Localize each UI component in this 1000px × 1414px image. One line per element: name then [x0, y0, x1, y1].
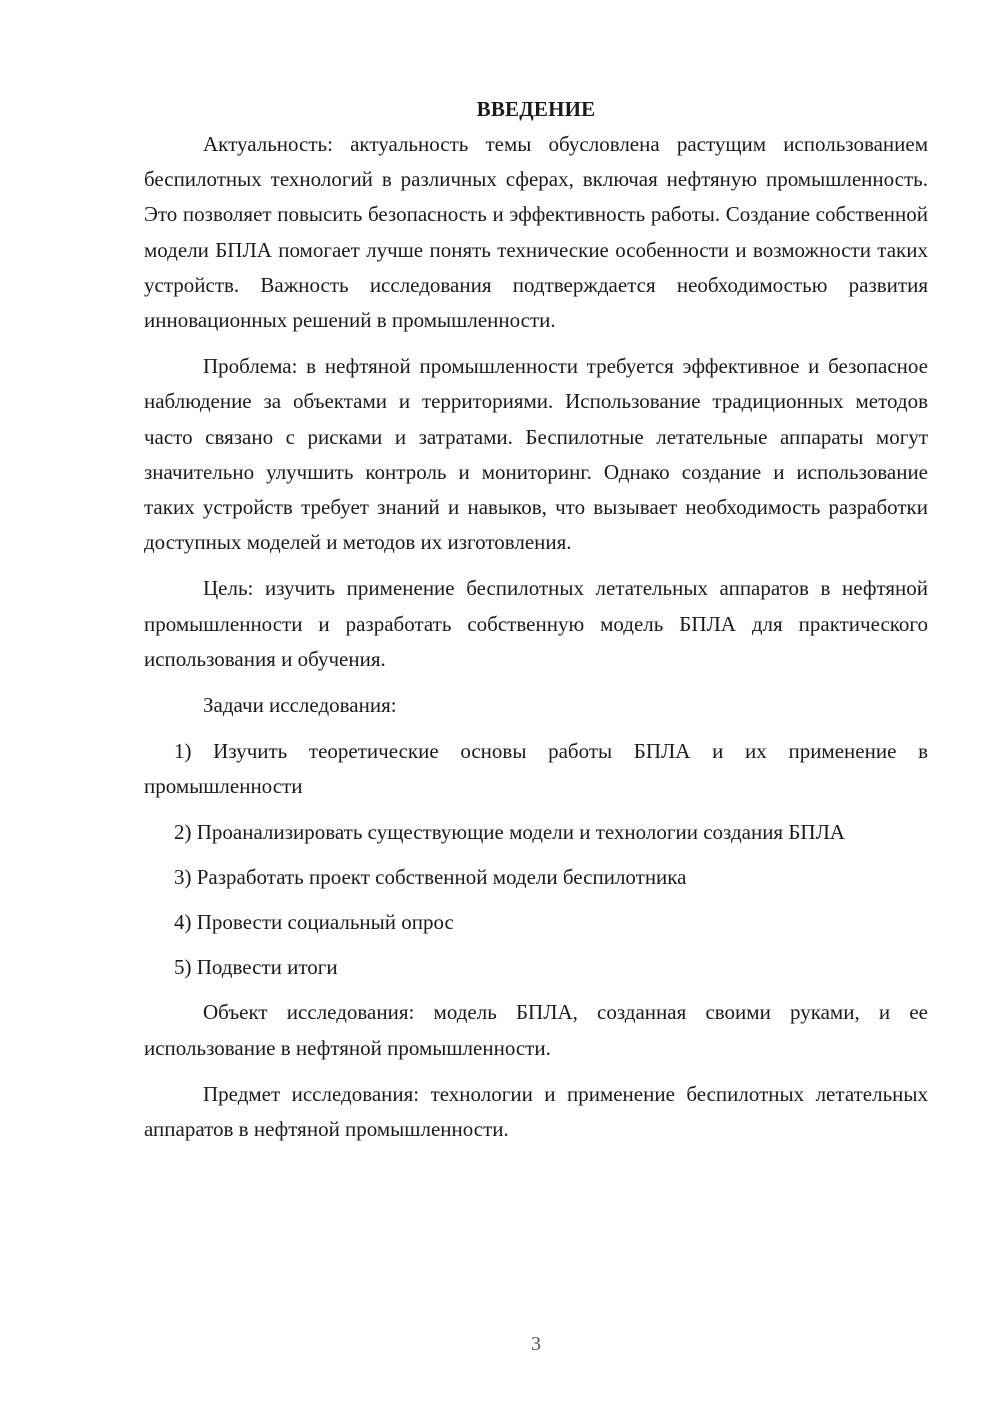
list-item: 5) Подвести итоги	[174, 955, 338, 980]
page-number: 3	[531, 1333, 541, 1355]
paragraph-goal: Цель: изучить применение беспилотных летательных аппаратов в нефтяной промышленности и разработать собственную модель БПЛА для практического использования и обучения.	[144, 576, 928, 671]
document-page	[144, 92, 928, 1158]
list-item: 3) Разработать проект собственной модели беспилотника	[174, 864, 687, 889]
paragraph-object: Объект исследования: модель БПЛА, созданная своими руками, и ее использование в нефтяной промышленности.	[144, 1000, 928, 1060]
paragraph-problem: Проблема: в нефтяной промышленности требуется эффективное и безопасное наблюдение за объектами и территориями. Использование традиционных методов часто связано с рисками и затратами. Беспилотные летательные аппараты могут значительно улучшить контроль и мониторинг. Однако создание и использование таких устройств требует знаний и навыков, что вызывает необходимость разработки доступных моделей и методов их изготовления.	[144, 354, 928, 555]
tasks-heading: Задачи исследования:	[203, 693, 397, 718]
tasks-list	[144, 734, 928, 985]
list-item: 1) Изучить теоретические основы работы БПЛА и их применение в промышленности	[144, 739, 928, 799]
paragraph-subject: Предмет исследования: технологии и применение беспилотных летательных аппаратов в нефтяной промышленности.	[144, 1081, 928, 1142]
paragraph-relevance: Актуальность: актуальность темы обусловлена растущим использованием беспилотных технологий в различных сферах, включая нефтяную промышленность. Это позволяет повысить безопасность и эффективность работы. Создание собственной модели БПЛА помогает лучше понять технические особенности и возможности таких устройств. Важность исследования подтверждается необходимостью развития инновационных решений в промышленности.	[144, 132, 928, 333]
list-item: 4) Провести социальный опрос	[174, 910, 454, 935]
document-title: ВВЕДЕНИЕ	[476, 97, 596, 121]
list-item: 2) Проанализировать существующие модели и технологии создания БПЛА	[174, 819, 845, 844]
